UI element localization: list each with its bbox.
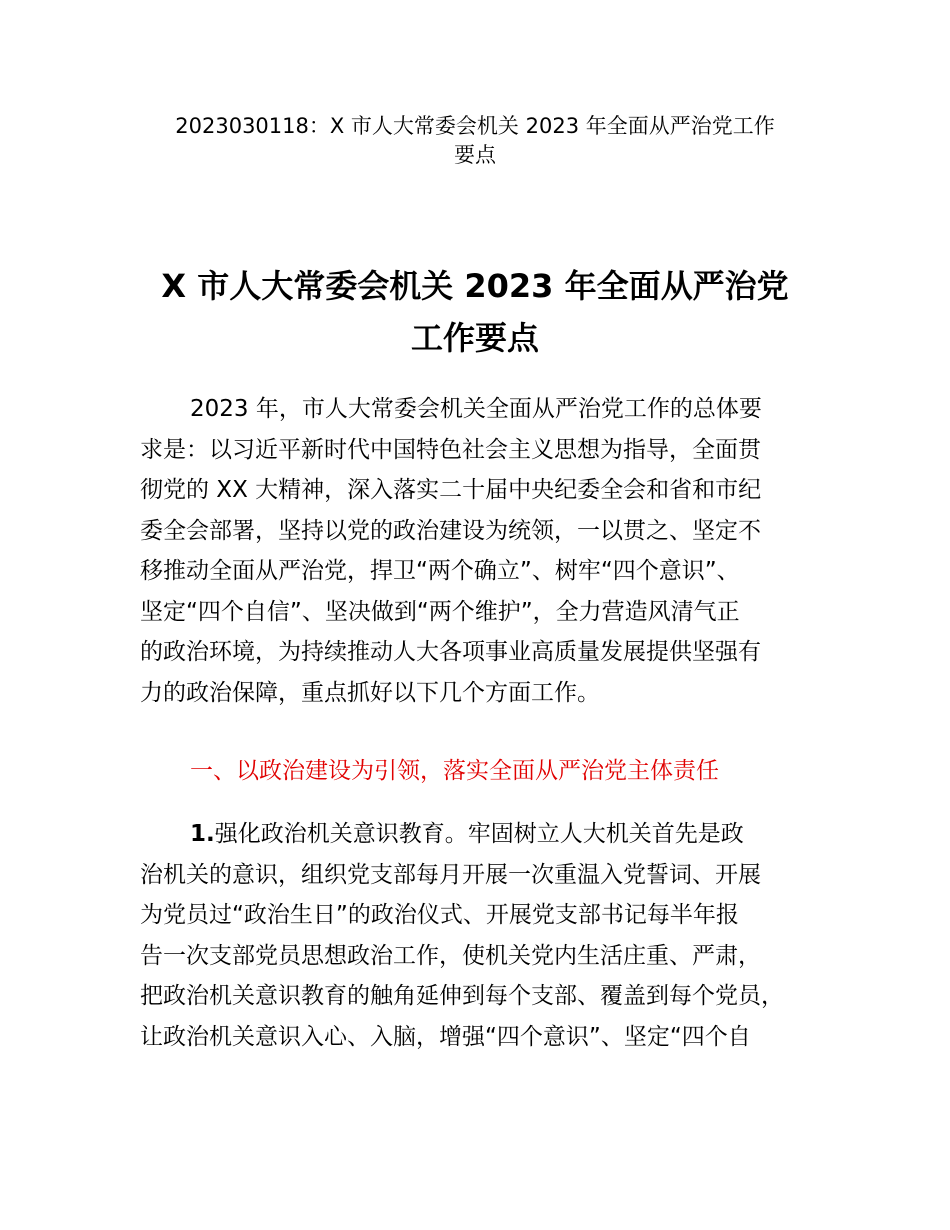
intro-line: 的政治环境，为持续推动人大各项事业高质量发展提供坚强有 — [140, 639, 761, 665]
intro-line: 坚定“四个自信”、坚决做到“两个维护”，全力营造风清气正 — [140, 598, 740, 625]
title-line-1: X 市人大常委会机关 2023 年全面从严治党 — [161, 267, 789, 305]
item-1-line: 告一次支部党员思想政治工作，使机关党内生活庄重、严肃， — [140, 942, 761, 969]
file-header-line-1: 2023030118：X 市人大常委会机关 2023 年全面从严治党工作 — [175, 114, 775, 138]
document-title — [100, 260, 850, 364]
section-1-heading: 一、以政治建设为引领，落实全面从严治党主体责任 — [190, 758, 719, 784]
intro-paragraph — [140, 389, 840, 713]
document-file-header — [100, 112, 850, 170]
item-1-line: 让政治机关意识入心、入脑，增强“四个意识”、坚定“四个自 — [140, 1023, 751, 1050]
title-line-2: 工作要点 — [410, 319, 539, 357]
item-1-line: 把政治机关意识教育的触角延伸到每个支部、覆盖到每个党员， — [140, 983, 784, 1009]
item-1-number: 1. — [190, 821, 215, 847]
intro-line: 求是：以习近平新时代中国特色社会主义思想为指导，全面贯 — [140, 436, 761, 463]
intro-line: 移推动全面从严治党，捍卫“两个确立”、树牢“四个意识”、 — [140, 558, 740, 584]
intro-line: 2023 年，市人大常委会机关全面从严治党工作的总体要 — [190, 396, 762, 422]
file-header-line-2: 要点 — [454, 143, 496, 167]
intro-line: 力的政治保障，重点抓好以下几个方面工作。 — [140, 679, 600, 706]
item-1-first-line-text: 强化政治机关意识教育。牢固树立人大机关首先是政 — [214, 821, 744, 847]
section-1-item-1-paragraph — [140, 814, 840, 1057]
item-1-line: 治机关的意识，组织党支部每月开展一次重温入党誓词、开展 — [140, 861, 761, 888]
intro-line: 委全会部署，坚持以党的政治建设为统领，一以贯之、坚定不 — [140, 517, 761, 544]
item-1-first-line — [140, 814, 840, 855]
intro-line: 彻党的 XX 大精神，深入落实二十届中央纪委全会和省和市纪 — [140, 477, 762, 503]
item-1-line: 为党员过“政治生日”的政治仪式、开展党支部书记每半年报 — [140, 902, 739, 928]
